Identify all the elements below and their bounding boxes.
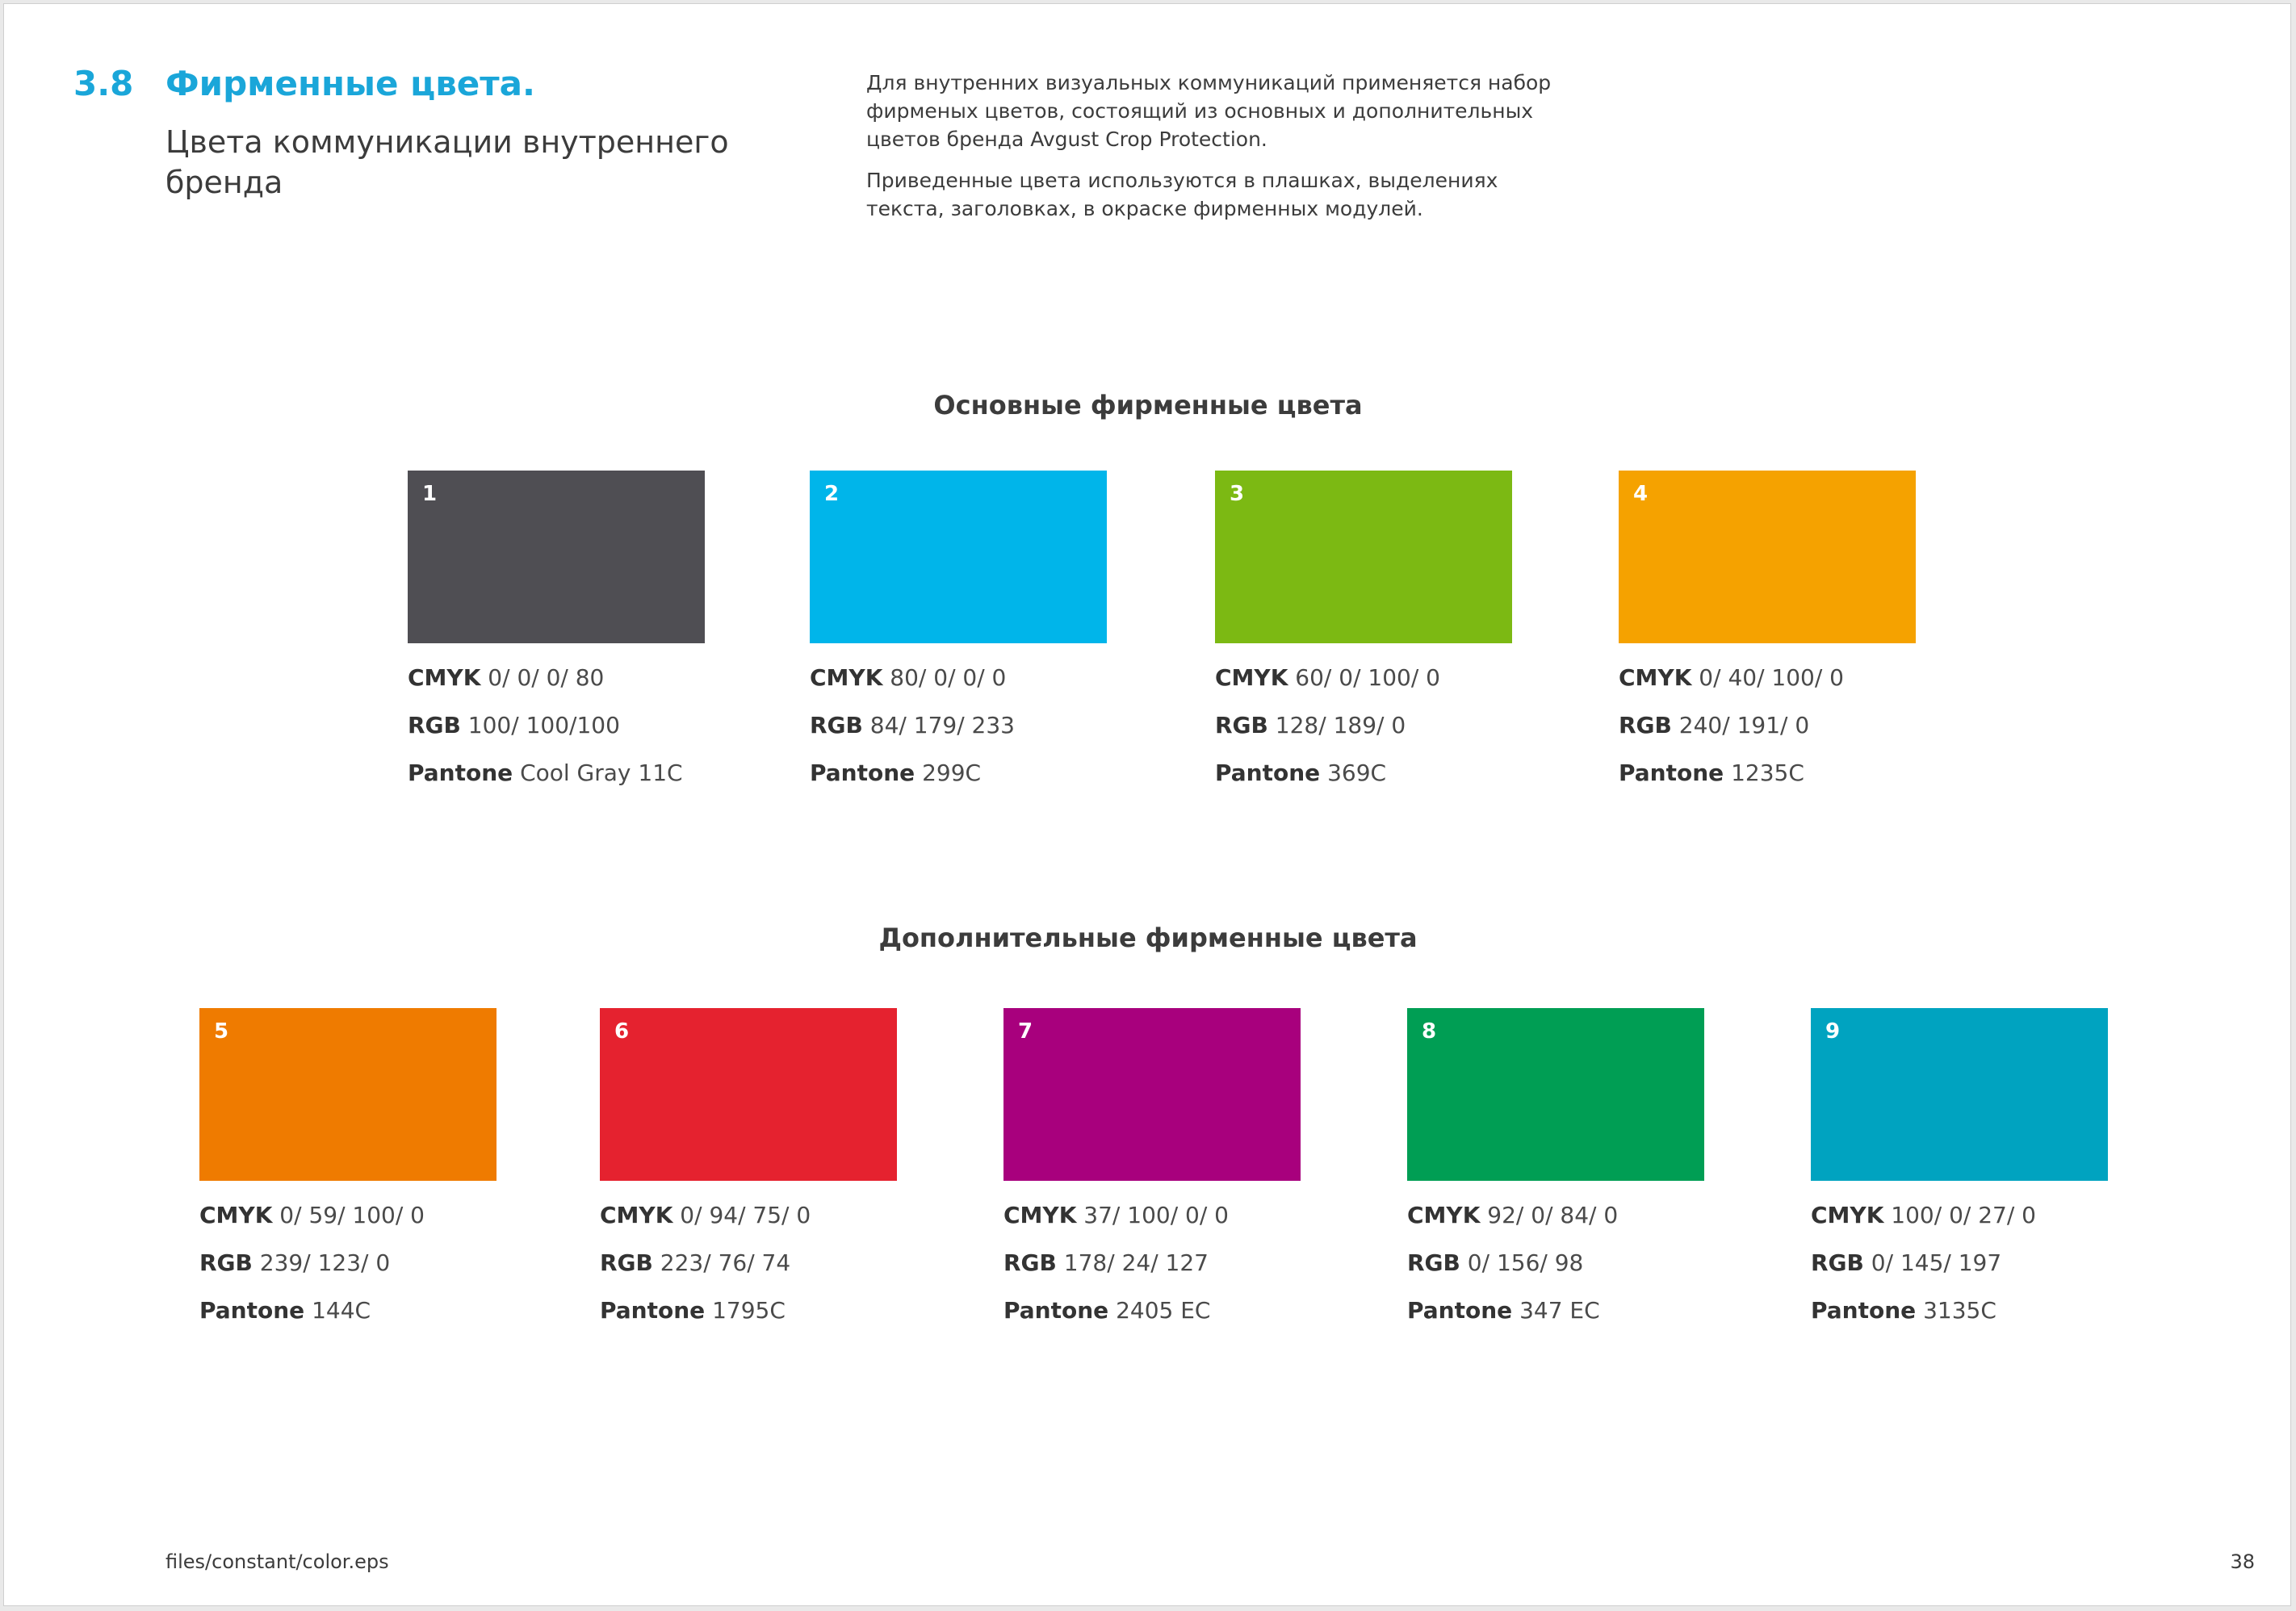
color-swatch-2	[810, 471, 1107, 643]
swatch-number: 5	[214, 1019, 229, 1044]
cmyk-line: CMYK 0/ 40/ 100/ 0	[1619, 664, 1844, 691]
color-swatch-8	[1407, 1008, 1704, 1181]
secondary-colors-title: Дополнительные фирменные цвета	[878, 923, 1418, 953]
swatch-number: 9	[1825, 1019, 1841, 1044]
cmyk-line: CMYK 100/ 0/ 27/ 0	[1811, 1202, 2036, 1228]
swatch-number: 4	[1633, 482, 1649, 506]
brand-book-page	[3, 3, 2291, 1606]
cmyk-line: CMYK 0/ 0/ 0/ 80	[408, 664, 605, 691]
swatch-number: 7	[1018, 1019, 1033, 1044]
color-specs	[1407, 1202, 1706, 1345]
pantone-line: Pantone 144C	[199, 1297, 371, 1324]
cmyk-line: CMYK 60/ 0/ 100/ 0	[1215, 664, 1440, 691]
rgb-line: RGB 240/ 191/ 0	[1619, 712, 1810, 739]
rgb-line: RGB 178/ 24/ 127	[1003, 1249, 1209, 1276]
intro-text	[866, 69, 1561, 236]
color-swatch-7	[1003, 1008, 1301, 1181]
color-card-9	[1811, 1008, 2110, 1345]
color-swatch-3	[1215, 471, 1512, 643]
footer-file-path: files/constant/color.eps	[165, 1550, 389, 1573]
color-card-5	[199, 1008, 498, 1345]
swatch-number: 2	[824, 482, 840, 506]
color-specs	[1003, 1202, 1302, 1345]
color-card-4	[1619, 471, 1917, 807]
color-card-7	[1003, 1008, 1302, 1345]
color-card-1	[408, 471, 706, 807]
color-specs	[199, 1202, 498, 1345]
pantone-line: Pantone 299C	[810, 759, 982, 786]
rgb-line: RGB 223/ 76/ 74	[600, 1249, 791, 1276]
color-swatch-9	[1811, 1008, 2108, 1181]
section-number: 3.8	[73, 64, 134, 103]
rgb-line: RGB 0/ 156/ 98	[1407, 1249, 1584, 1276]
cmyk-line: CMYK 80/ 0/ 0/ 0	[810, 664, 1007, 691]
swatch-number: 3	[1230, 482, 1245, 506]
page-number: 38	[2230, 1550, 2255, 1573]
pantone-line: Pantone 1795C	[600, 1297, 786, 1324]
rgb-line: RGB 100/ 100/100	[408, 712, 620, 739]
primary-colors-title: Основные фирменные цвета	[933, 390, 1363, 421]
color-specs	[1215, 664, 1514, 807]
pantone-line: Pantone 2405 EC	[1003, 1297, 1211, 1324]
pantone-line: Pantone 347 EC	[1407, 1297, 1600, 1324]
pantone-line: Pantone 3135C	[1811, 1297, 1996, 1324]
intro-paragraph-1: Для внутренних визуальных коммуникаций применяется набор фирменых цветов, состоящий из основных и дополнительных цветов бренда Avgust Crop Protection.	[866, 71, 1552, 151]
rgb-line: RGB 239/ 123/ 0	[199, 1249, 391, 1276]
color-specs	[1811, 1202, 2110, 1345]
color-specs	[1619, 664, 1917, 807]
section-title: Фирменные цвета.	[165, 64, 535, 103]
swatch-number: 1	[422, 482, 438, 506]
cmyk-line: CMYK 0/ 94/ 75/ 0	[600, 1202, 811, 1228]
color-card-2	[810, 471, 1108, 807]
rgb-line: RGB 84/ 179/ 233	[810, 712, 1015, 739]
cmyk-line: CMYK 92/ 0/ 84/ 0	[1407, 1202, 1619, 1228]
color-swatch-5	[199, 1008, 496, 1181]
color-card-8	[1407, 1008, 1706, 1345]
color-specs	[600, 1202, 899, 1345]
intro-paragraph-2: Приведенные цвета используются в плашках, выделениях текста, заголовках, в окраске фирменных модулей.	[866, 169, 1498, 220]
swatch-number: 6	[614, 1019, 630, 1044]
section-subtitle: Цвета коммуникации внутреннего бренда	[165, 124, 729, 200]
rgb-line: RGB 0/ 145/ 197	[1811, 1249, 2002, 1276]
color-card-6	[600, 1008, 899, 1345]
rgb-line: RGB 128/ 189/ 0	[1215, 712, 1406, 739]
color-swatch-6	[600, 1008, 897, 1181]
pantone-line: Pantone 369C	[1215, 759, 1387, 786]
pantone-line: Pantone 1235C	[1619, 759, 1804, 786]
pantone-line: Pantone Cool Gray 11C	[408, 759, 683, 786]
color-swatch-1	[408, 471, 705, 643]
swatch-number: 8	[1422, 1019, 1437, 1044]
color-swatch-4	[1619, 471, 1916, 643]
color-card-3	[1215, 471, 1514, 807]
cmyk-line: CMYK 0/ 59/ 100/ 0	[199, 1202, 425, 1228]
color-specs	[408, 664, 706, 807]
cmyk-line: CMYK 37/ 100/ 0/ 0	[1003, 1202, 1229, 1228]
color-specs	[810, 664, 1108, 807]
